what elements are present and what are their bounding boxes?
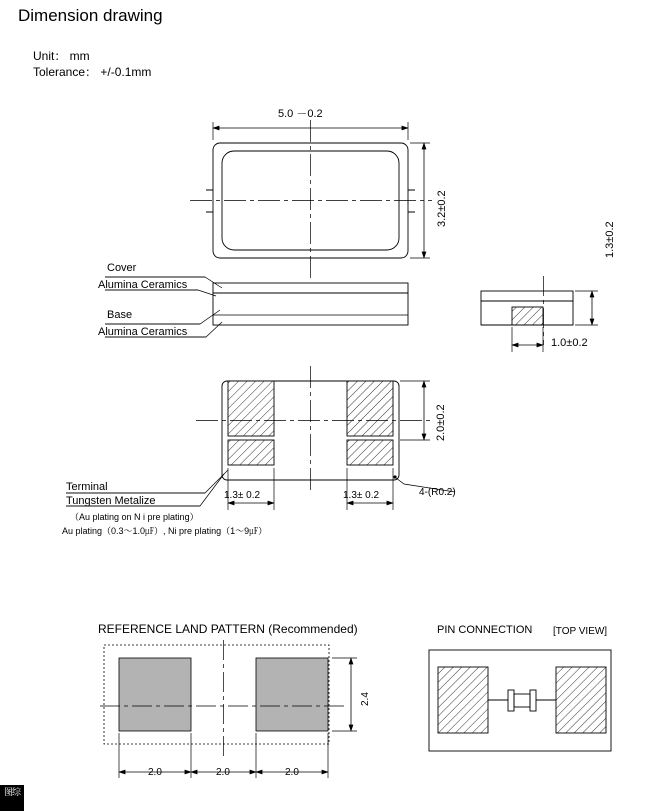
tolerance-note: Tolerance： +/-0.1mm xyxy=(33,65,152,79)
pin-connection-view-label: [TOP VIEW] xyxy=(553,626,608,637)
land-dim-center: 2.0 xyxy=(216,767,230,778)
cover-label: Cover xyxy=(107,262,137,274)
pin-connection-title: PIN CONNECTION xyxy=(437,624,533,636)
watermark-logo: 图综 xyxy=(0,785,24,811)
bottom-pad-pitch-dim: 2.0±0.2 xyxy=(435,404,447,441)
top-view-height-dim: 3.2±0.2 xyxy=(436,190,448,227)
land-dim-left: 2.0 xyxy=(148,767,162,778)
top-view-width-dim: 5.0 －0.2 xyxy=(278,108,323,120)
plating-detail-note: Au plating（0.3～1.0㎌）, Ni pre plating（1～9㎌） xyxy=(62,526,268,536)
plating-note: （Au plating on N i pre plating） xyxy=(70,512,199,522)
land-dim-right: 2.0 xyxy=(285,767,299,778)
bottom-pad-right-dim: 1.3± 0.2 xyxy=(343,490,380,501)
bottom-pad-left-dim: 1.3± 0.2 xyxy=(224,490,261,501)
end-view-height-dim: 1.3±0.2 xyxy=(604,221,616,258)
corner-radius-note: 4-(R0.2) xyxy=(419,487,456,498)
end-view-width-dim: 1.0±0.2 xyxy=(551,337,588,349)
base-label: Base xyxy=(107,309,133,321)
cover-material-label: Alumina Ceramics xyxy=(98,279,188,291)
unit-note: Unit： mm xyxy=(33,49,90,63)
land-pattern-title: REFERENCE LAND PATTERN (Recommended) xyxy=(98,622,358,636)
terminal-label: Terminal xyxy=(66,481,108,493)
land-pattern-height-dim: 2.4 xyxy=(360,692,371,706)
tungsten-metalize-label: Tungsten Metalize xyxy=(66,495,156,507)
page-title: Dimension drawing xyxy=(18,6,163,25)
base-material-label: Alumina Ceramics xyxy=(98,326,188,338)
